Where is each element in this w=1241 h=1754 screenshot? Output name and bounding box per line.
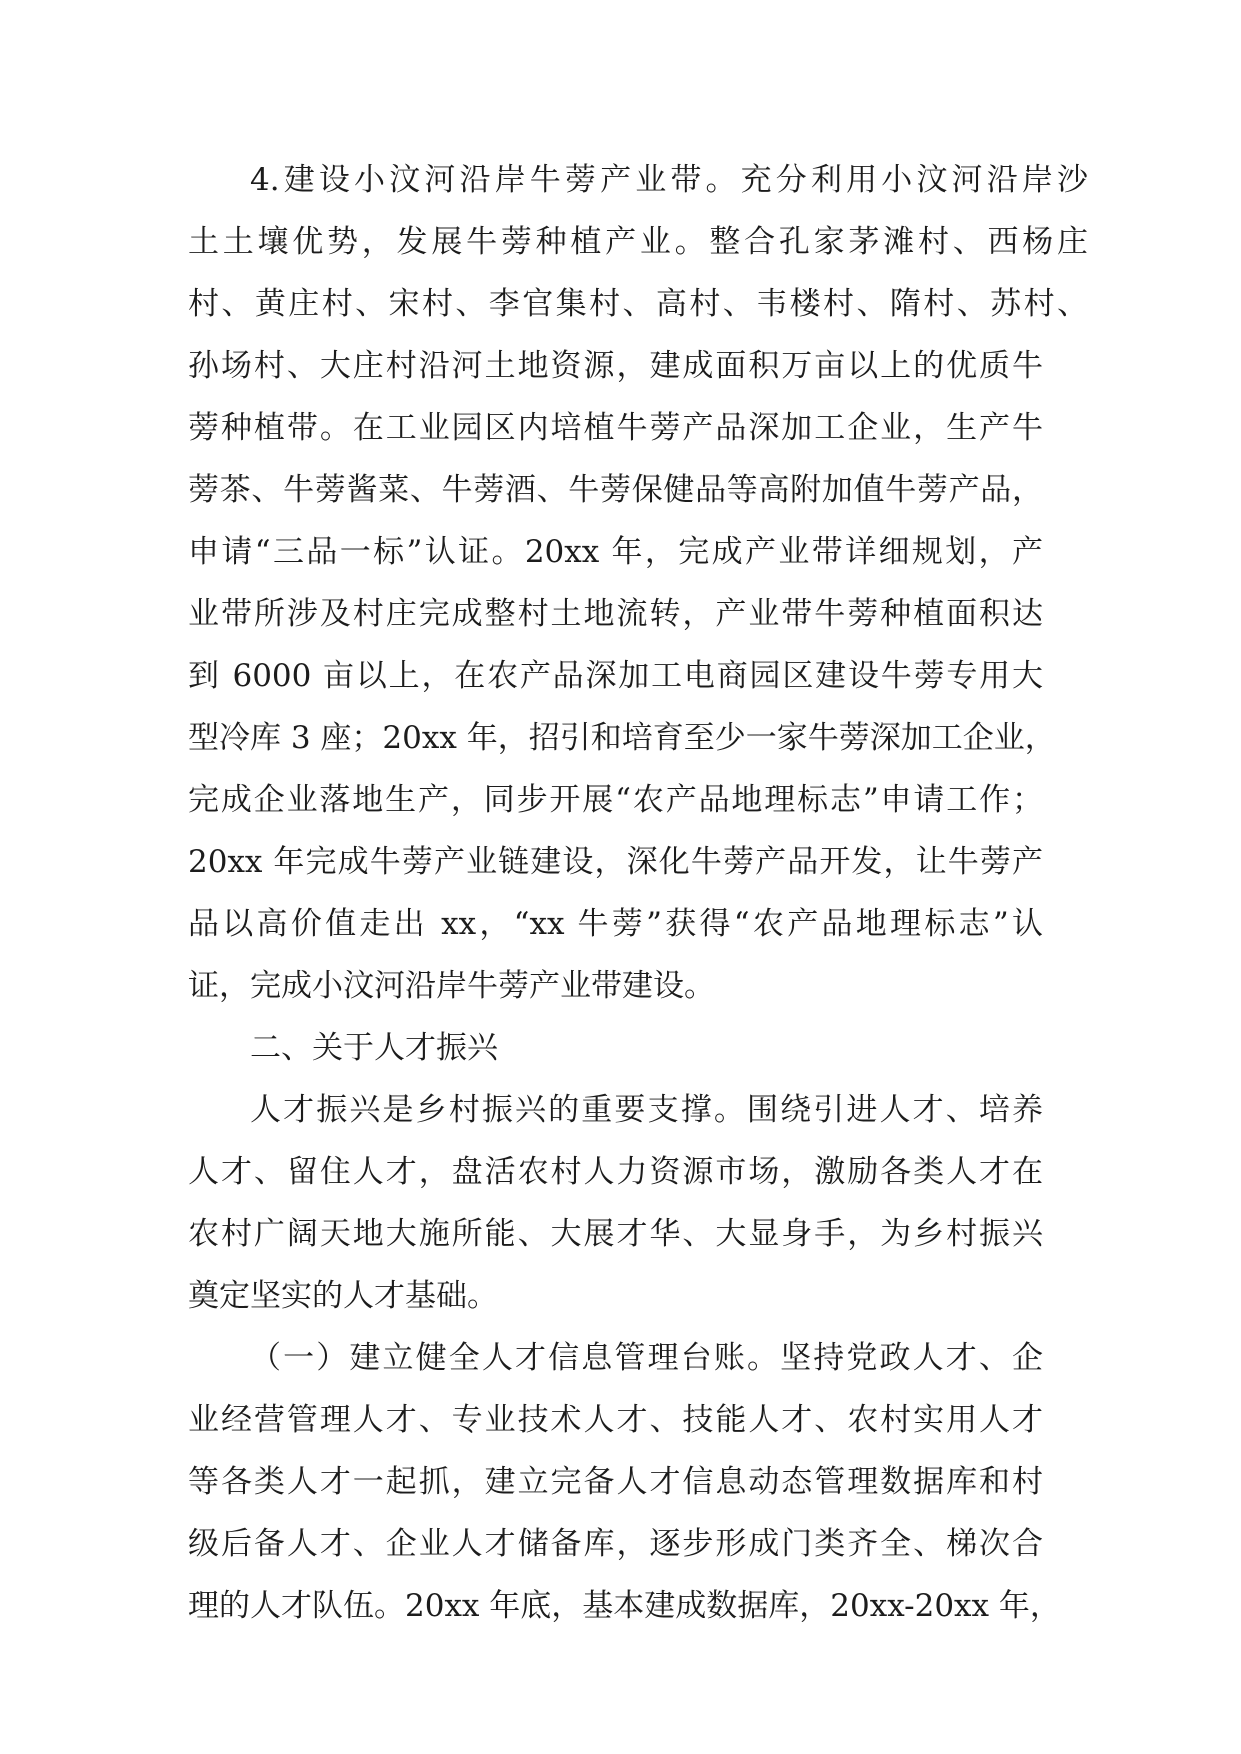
text-line: 证，完成小汶河沿岸牛蒡产业带建设。 (188, 968, 715, 1004)
text-line: 4.建设小汶河沿岸牛蒡产业带。充分利用小汶河沿岸沙 (250, 162, 1088, 198)
text-line: 业带所涉及村庄完成整村土地流转，产业带牛蒡种植面积达 (188, 596, 1043, 632)
text-line: 蒡茶、牛蒡酱菜、牛蒡酒、牛蒡保健品等高附加值牛蒡产品， (188, 472, 1043, 508)
text-line: 孙场村、大庄村沿河土地资源，建成面积万亩以上的优质牛 (188, 348, 1043, 384)
text-line: 理的人才队伍。20xx 年底，基本建成数据库，20xx-20xx 年， (188, 1588, 1061, 1624)
text-line: 蒡种植带。在工业园区内培植牛蒡产品深加工企业，生产牛 (188, 410, 1043, 446)
text-line: 土土壤优势，发展牛蒡种植产业。整合孔家茅滩村、西杨庄 (188, 224, 1088, 260)
text-line: 等各类人才一起抓，建立完备人才信息动态管理数据库和村 (188, 1464, 1043, 1500)
text-line: 型冷库 3 座；20xx 年，招引和培育至少一家牛蒡深加工企业， (188, 720, 1056, 756)
text-line: 级后备人才、企业人才储备库，逐步形成门类齐全、梯次合 (188, 1526, 1043, 1562)
text-line: 人才、留住人才，盘活农村人力资源市场，激励各类人才在 (188, 1154, 1043, 1190)
text-line: 到 6000 亩以上，在农产品深加工电商园区建设牛蒡专用大 (188, 658, 1043, 694)
text-line: 人才振兴是乡村振兴的重要支撑。围绕引进人才、培养 (250, 1092, 1043, 1128)
text-line: 申请“三品一标”认证。20xx 年，完成产业带详细规划，产 (188, 534, 1043, 570)
text-line: 村、黄庄村、宋村、李官集村、高村、韦楼村、隋村、苏村、 (188, 286, 1088, 322)
text-line: 奠定坚实的人才基础。 (188, 1278, 498, 1314)
text-line: 20xx 年完成牛蒡产业链建设，深化牛蒡产品开发，让牛蒡产 (188, 844, 1043, 880)
section-heading: 二、关于人才振兴 (250, 1030, 498, 1066)
text-line: 品以高价值走出 xx，“xx 牛蒡”获得“农产品地理标志”认 (188, 906, 1043, 942)
text-line: 业经营管理人才、专业技术人才、技能人才、农村实用人才 (188, 1402, 1043, 1438)
text-line: 农村广阔天地大施所能、大展才华、大显身手，为乡村振兴 (188, 1216, 1043, 1252)
text-line: 完成企业落地生产，同步开展“农产品地理标志”申请工作； (188, 782, 1043, 818)
text-line: （一）建立健全人才信息管理台账。坚持党政人才、企 (250, 1340, 1043, 1376)
